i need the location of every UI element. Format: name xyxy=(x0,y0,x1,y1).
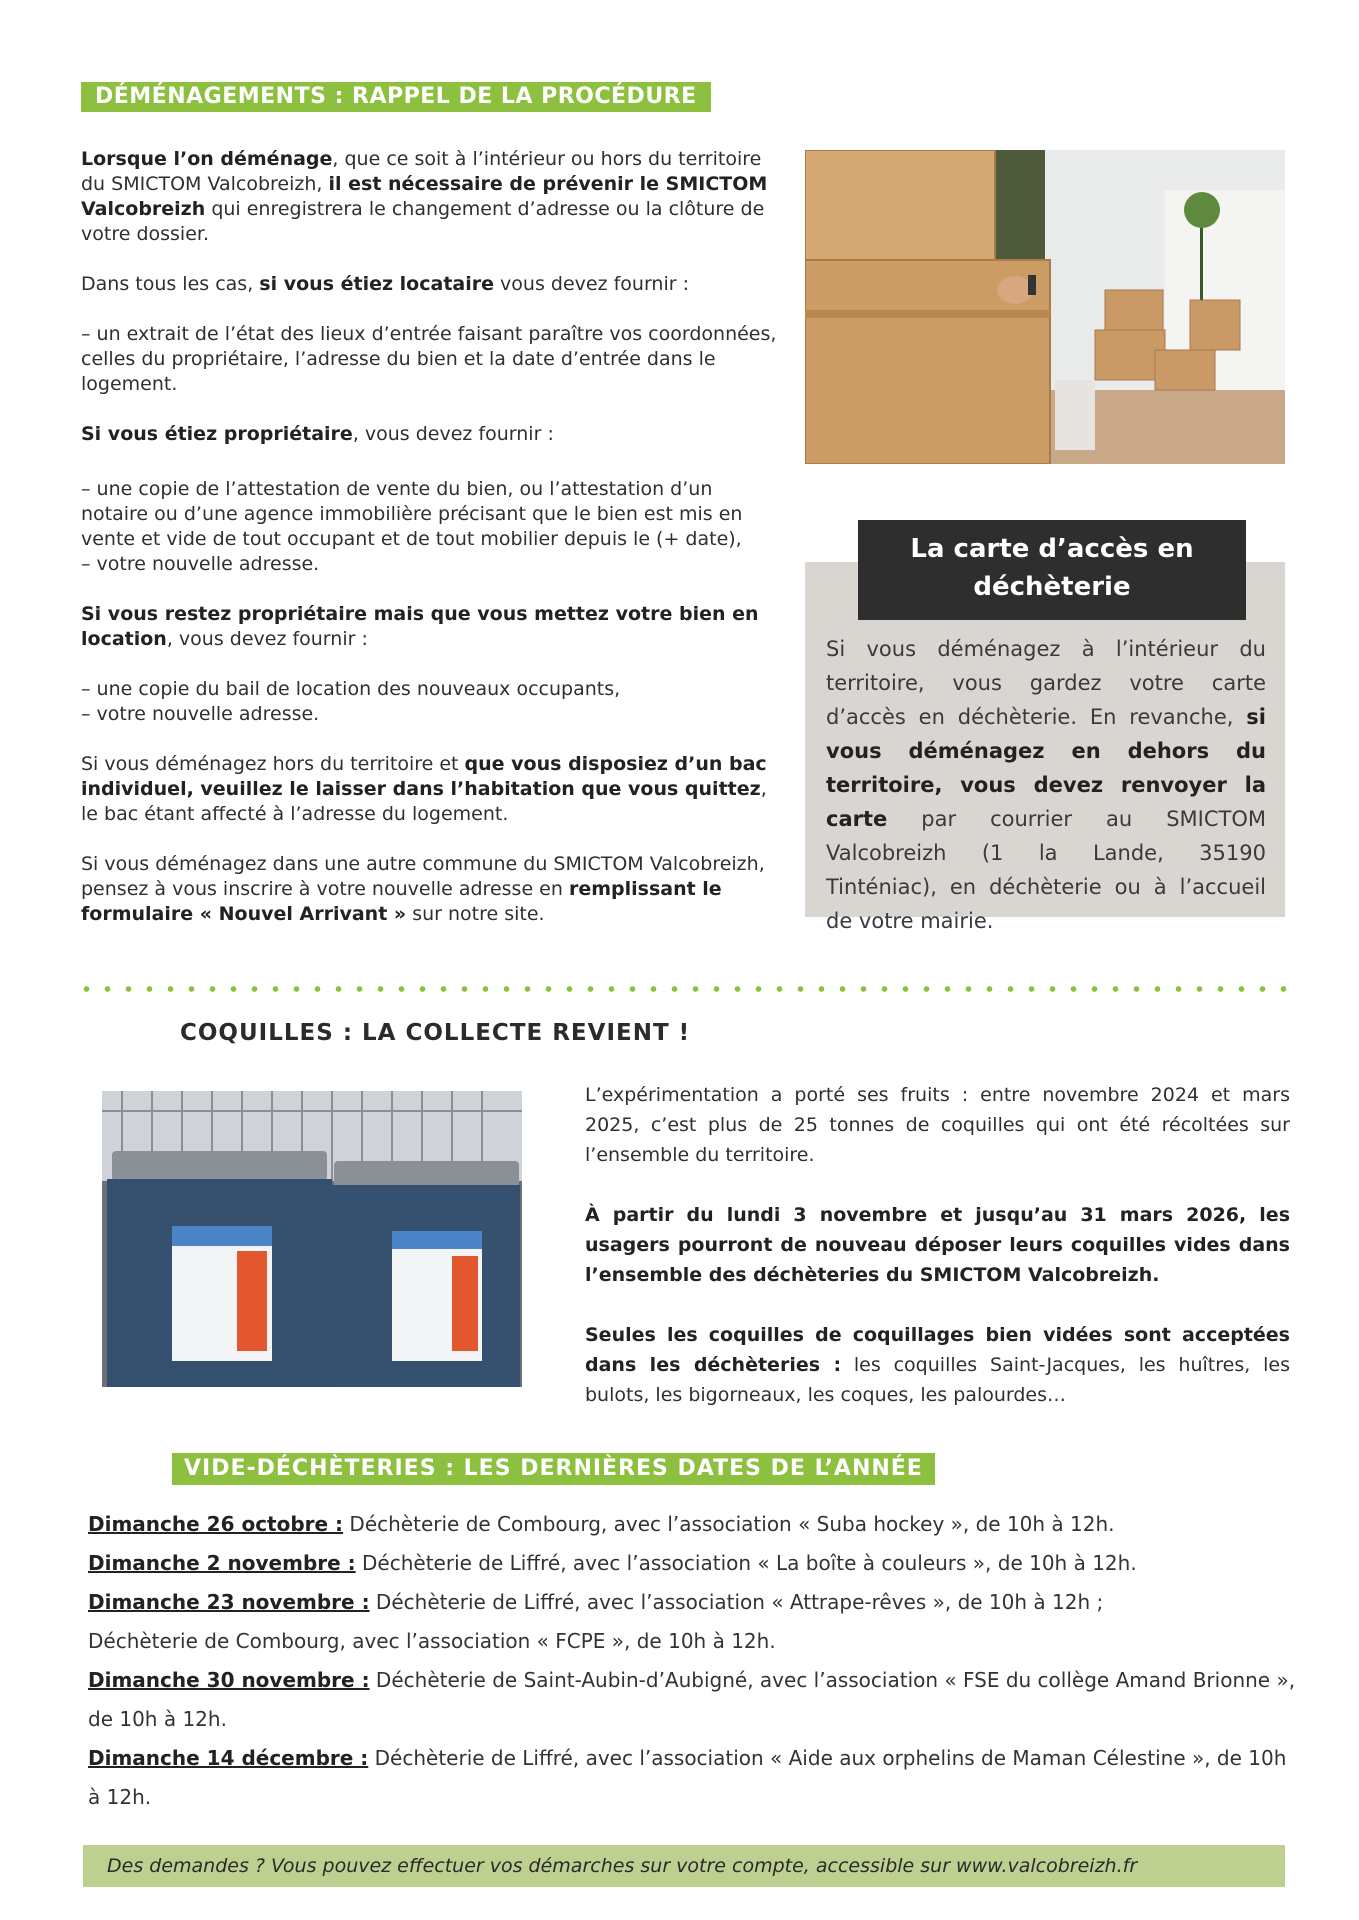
footer-banner: Des demandes ? Vous pouvez effectuer vos démarches sur votre compte, accessible sur www.valcobreizh.fr xyxy=(83,1845,1285,1887)
paragraph: Si vous restez propriétaire mais que vous mettez votre bien en location, vous devez fournir : xyxy=(81,603,759,650)
card-text: Si vous déménagez à l’intérieur du territoire, vous gardez votre carte d’accès en déchèterie. En revanche, si vous déménagez en dehors du territoire, vous devez renvoyer la carte par courrier au SMICTOM Valcobreizh (1 la Lande, 35190 Tinténiac), en déchèterie ou à l’accueil de votre mairie. xyxy=(826,637,1266,933)
paragraph: – votre nouvelle adresse. xyxy=(81,703,320,725)
bins-photo xyxy=(102,1091,522,1387)
date-item: Dimanche 26 octobre : Déchèterie de Combourg, avec l’association « Suba hockey », de 10h à 12h. xyxy=(88,1512,1115,1536)
paragraph: Dans tous les cas, si vous étiez locataire vous devez fournir : xyxy=(81,273,689,295)
date-item: Dimanche 30 novembre : Déchèterie de Saint-Aubin-d’Aubigné, avec l’association « FSE du collège Amand Brionne », de 10h à 12h. xyxy=(88,1668,1296,1731)
vide-decheteries-banner: VIDE-DÉCHÈTERIES : LES DERNIÈRES DATES DE L’ANNÉE xyxy=(172,1453,935,1485)
dotted-divider xyxy=(76,985,1286,993)
paragraph: Seules les coquilles de coquillages bien vidées sont acceptées dans les déchèteries : les coquilles Saint-Jacques, les huîtres, les bulots, les bigorneaux, les coques, les palourdes… xyxy=(585,1324,1290,1406)
moving-boxes-photo xyxy=(805,150,1285,464)
paragraph: – une copie du bail de location des nouveaux occupants, xyxy=(81,678,621,700)
paragraph: – une copie de l’attestation de vente du bien, ou l’attestation d’un notaire ou d’une agence immobilière précisant que le bien est mis en vente et vide de tout occupant et de tout mobilier depuis le (+ date), xyxy=(81,478,743,550)
paragraph: Si vous déménagez dans une autre commune du SMICTOM Valcobreizh, pensez à vous inscrire à votre nouvelle adresse en remplissant le formulaire « Nouvel Arrivant » sur notre site. xyxy=(81,853,765,925)
dates-list xyxy=(88,1505,1298,1817)
paragraph: – un extrait de l’état des lieux d’entrée faisant paraître vos coordonnées, celles du propriétaire, l’adresse du bien et la date d’entrée dans le logement. xyxy=(81,323,777,395)
paragraph: Si vous étiez propriétaire, vous devez fournir : xyxy=(81,423,554,445)
card-title: La carte d’accès en déchèterie xyxy=(858,520,1246,620)
paragraph: À partir du lundi 3 novembre et jusqu’au 31 mars 2026, les usagers pourront de nouveau déposer leurs coquilles vides dans l’ensemble des déchèteries du SMICTOM Valcobreizh. xyxy=(585,1204,1290,1286)
date-item: Dimanche 14 décembre : Déchèterie de Liffré, avec l’association « Aide aux orphelins de Maman Célestine », de 10h à 12h. xyxy=(88,1746,1287,1809)
coquilles-title: COQUILLES : LA COLLECTE REVIENT ! xyxy=(180,1020,691,1046)
date-item: Dimanche 2 novembre : Déchèterie de Liffré, avec l’association « La boîte à couleurs », de 10h à 12h. xyxy=(88,1551,1137,1575)
paragraph: Lorsque l’on déménage, que ce soit à l’intérieur ou hors du territoire du SMICTOM Valcobreizh, il est nécessaire de prévenir le SMICTOM Valcobreizh qui enregistrera le changement d’adresse ou la clôture de votre dossier. xyxy=(81,148,768,245)
paragraph: L’expérimentation a porté ses fruits : entre novembre 2024 et mars 2025, c’est plus de 25 tonnes de coquilles qui ont été récoltées sur l’ensemble du territoire. xyxy=(585,1084,1290,1166)
coquilles-text xyxy=(585,1080,1290,1440)
date-item: Dimanche 23 novembre : Déchèterie de Liffré, avec l’association « Attrape-rêves », de 10h à 12h ; xyxy=(88,1590,1104,1614)
paragraph: Si vous déménagez hors du territoire et que vous disposiez d’un bac individuel, veuillez le laisser dans l’habitation que vous quittez, le bac étant affecté à l’adresse du logement. xyxy=(81,753,767,825)
demenagements-banner: DÉMÉNAGEMENTS : RAPPEL DE LA PROCÉDURE xyxy=(81,82,711,112)
date-item: Déchèterie de Combourg, avec l’association « FCPE », de 10h à 12h. xyxy=(88,1629,776,1653)
paragraph: – votre nouvelle adresse. xyxy=(81,553,320,575)
demenagements-text xyxy=(81,147,781,952)
